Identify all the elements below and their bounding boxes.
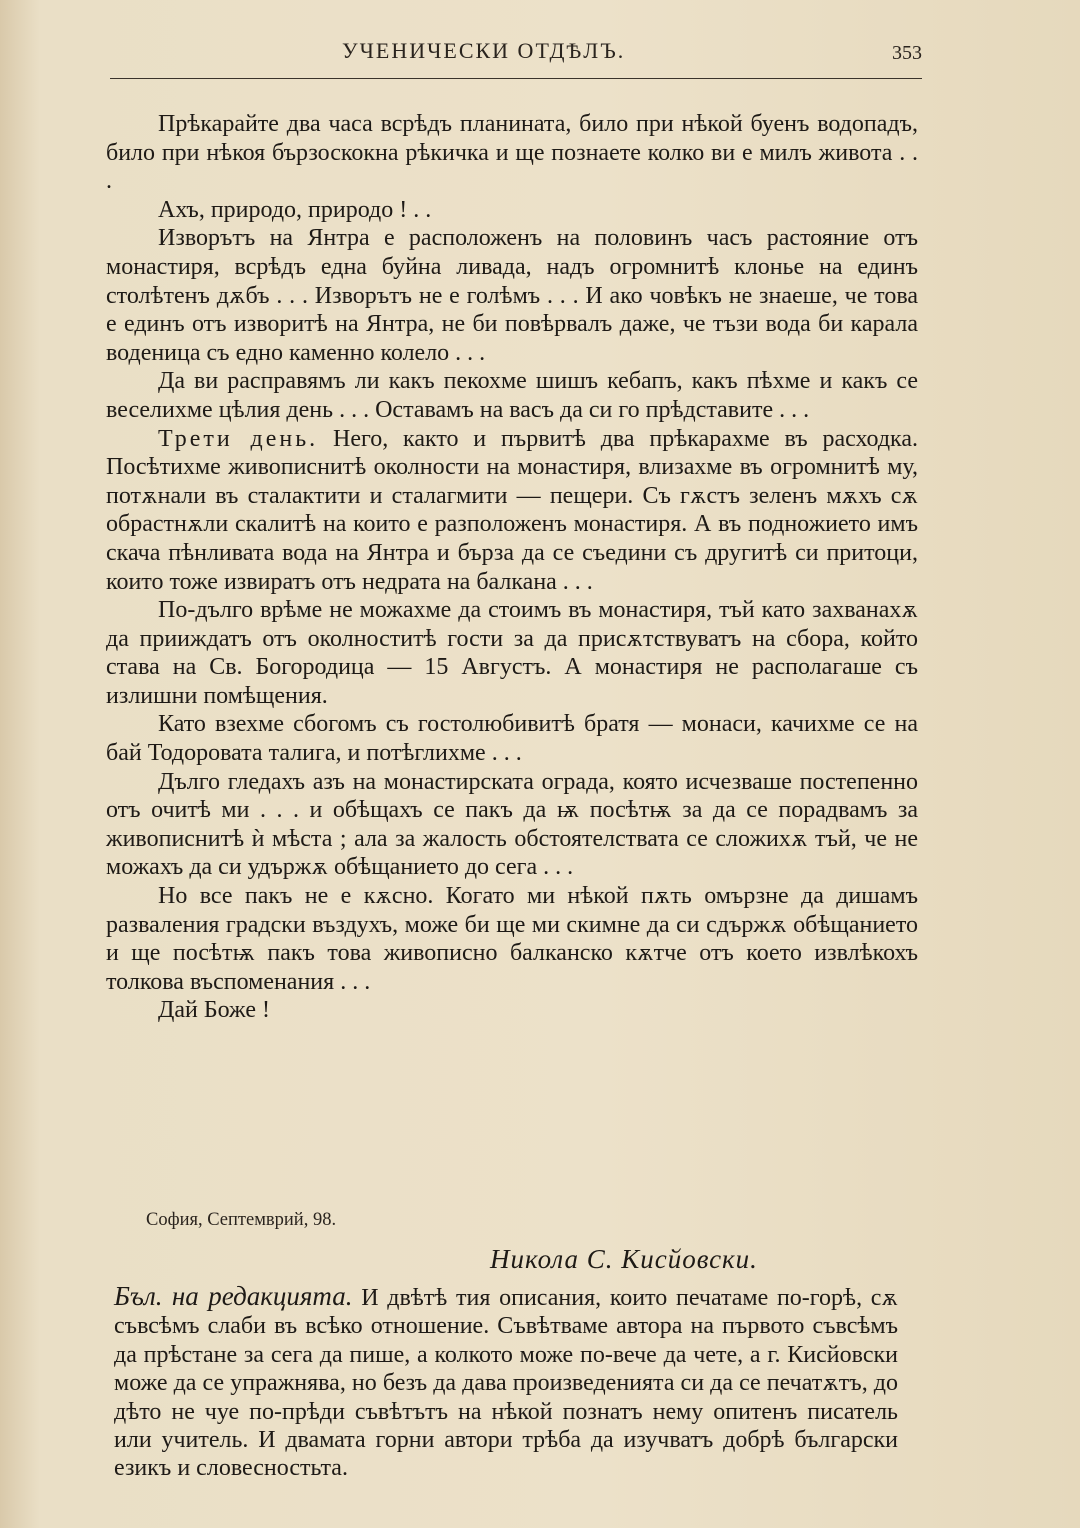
paragraph: Като взехме сбогомъ съ гостолюбивитѣ братя — монаси, качихме се на бай Тодоровата талига, и потѣглихме . . . [106, 711, 918, 767]
paragraph: Но все пакъ не е кѫсно. Когато ми нѣкой пѫть омързне да дишамъ разваления градски въздухъ, може би ще ми скимне да си сдържѫ обѣщанието и ще посѣтѭ пакъ това живописно балканско кѫтче отъ което извлѣкохъ толкова въспоменания . . . [106, 883, 918, 995]
author-signature: Никола С. Кисйовски. [490, 1244, 758, 1274]
paragraph: Да ви расправямъ ли какъ пекохме шишъ кебапъ, какъ пѣхме и какъ се веселихме цѣлия день . . . Оставамъ на васъ да си го прѣдставите . . . [106, 368, 918, 423]
paragraph: Изворътъ на Янтра е расположенъ на половинъ часъ растояние отъ монастиря, всрѣдъ една буйна ливада, надъ огромнитѣ клонье на единъ столѣтенъ дѫбъ . . . Изворътъ не е голѣмъ . . . И ако човѣкъ не знаеше, че това е единъ отъ изворитѣ на Янтра, не би повѣрвалъ даже, че тъзи вода би карала воденица съ едно каменно колело . . . [106, 225, 918, 366]
page-number: 353 [892, 42, 922, 64]
editorial-note-text: И двѣтѣ тия описания, които печатаме по-горѣ, сѫ съвсѣмъ слаби въ всѣко отношение. Съвѣтваме автора на първото съвсѣмъ да прѣстане за сега да пише, а колкото може по-вече да чете, а г. Кисйовски може да се упражнява, но безъ да дава произведенията си да се печатѫтъ, до дѣто не чуе по-прѣди съвѣтътъ на нѣкой познатъ нему опитенъ писатель или учитель. И двамата горни автори трѣба да изучватъ добрѣ български езикъ и словесностьта. [114, 1285, 899, 1482]
editorial-note [114, 1282, 898, 1483]
running-header [110, 34, 922, 79]
paragraph: Ахъ, природо, природо ! . . [158, 196, 432, 223]
paragraph: Дълго гледахъ азъ на монастирската ограда, която исчезваше постепенно отъ очитѣ ми . . . и обѣщахъ се пакъ да ѭ посѣтѭ за да се порадвамъ за живописнитѣ ѝ мѣста ; ала за жалость обстоятелствата се сложихѫ тъй, че не можахъ да си удържѫ обѣщанието до сега . . . [106, 768, 918, 881]
paragraph: Прѣкарайте два часа всрѣдъ планината, било при нѣкой буенъ водопадъ, било при нѣкоя бързоскокна рѣкичка и ще познаете колко ви е милъ живота . . . [106, 111, 918, 195]
paragraph-text: Него, както и първитѣ два прѣкарахме въ расходка. Посѣтихме живописнитѣ околности на монастиря, влизахме въ огромнитѣ му, потѫнали въ сталактити и сталагмити — пещери. Съ гѫстъ зеленъ мѫхъ сѫ обрастнѫли скалитѣ на които е разположенъ монастиря. А въ подножието имъ скача пѣнливата вода на Янтра и бърза да се съедини съ другитѣ си притоци, които тоже извиратъ отъ недрата на балкана . . . [106, 425, 918, 595]
paragraph-third-day [106, 425, 918, 597]
dateline: София, Септемврий, 98. [146, 1210, 337, 1230]
paragraph: По-дълго врѣме не можахме да стоимъ въ монастиря, тъй като захванахѫ да прииждатъ отъ околноститѣ гости за да присѫтствуватъ на сбора, който става на Св. Богородица — 15 Августъ. А монастиря не располагаше съ излишни помѣщения. [106, 597, 918, 709]
paragraph-closing: Дай Боже ! [158, 997, 270, 1024]
third-day-label: Трети день. [158, 425, 319, 452]
editorial-note-paragraph [114, 1282, 898, 1483]
article-body [106, 110, 918, 1025]
section-title: УЧЕНИЧЕСКИ ОТДѢЛЪ. [342, 38, 626, 63]
editorial-note-lead: Бъл. на редакцията. [114, 1281, 353, 1311]
